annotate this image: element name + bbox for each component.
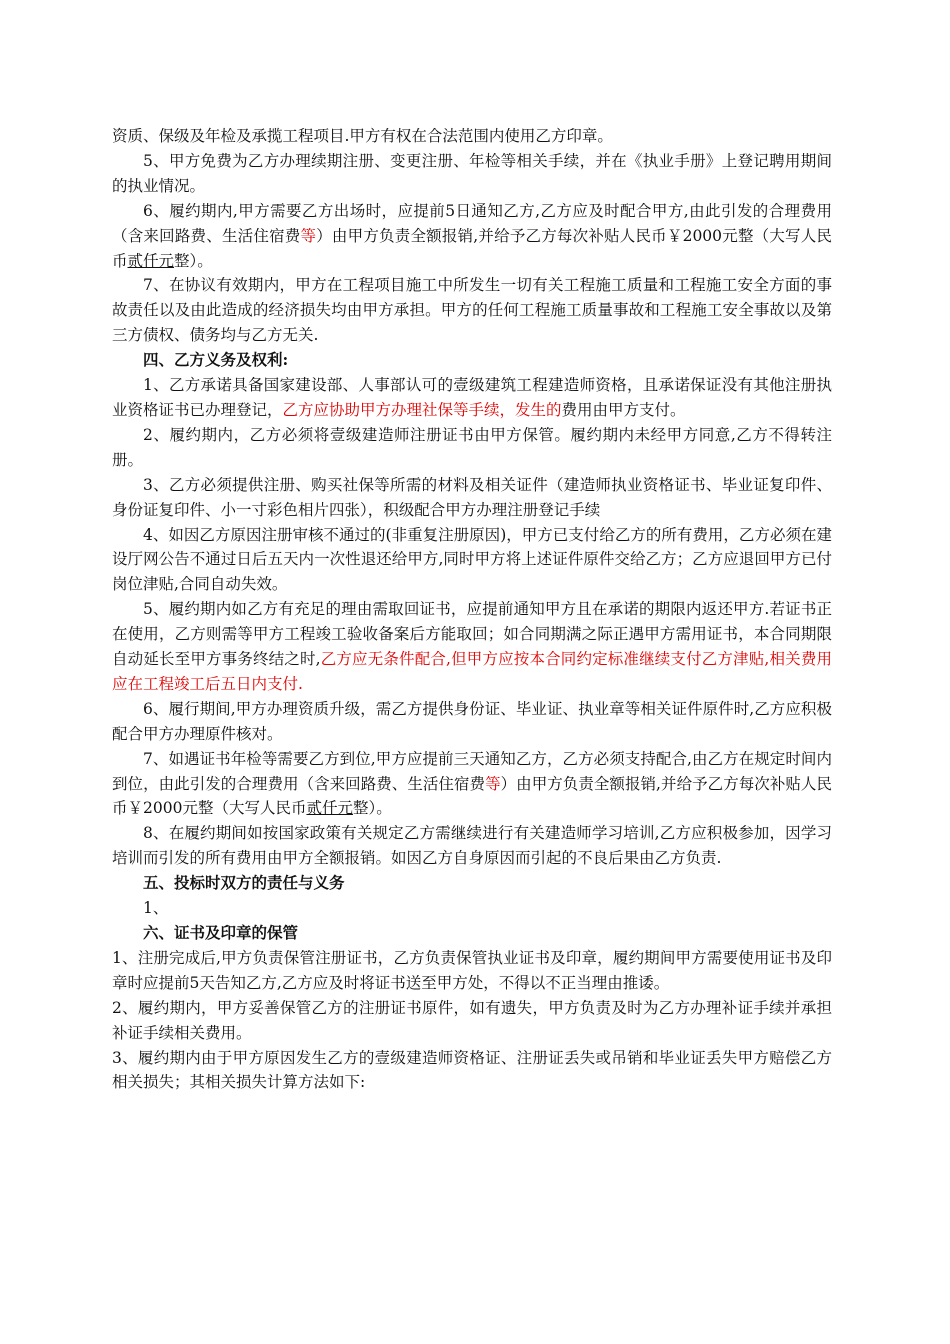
clause-3-7: 7、在协议有效期内，甲方在工程项目施工中所发生一切有关工程施工质量和工程施工安全方面的事故责任以及由此造成的经济损失均由甲方承担。甲方的任何工程施工质量事故和工程施工安全事故以及第三方债权、债务均与乙方无关. bbox=[112, 276, 832, 345]
clause-4-7-text-c: 整）。 bbox=[352, 799, 392, 818]
highlighted-text: 等 bbox=[300, 226, 317, 245]
highlighted-text: 乙方应协助甲方办理社保等手续，发生的 bbox=[282, 400, 562, 419]
section-6-heading: 六、证书及印章的保管 bbox=[143, 923, 299, 942]
clause-5-1: 1、 bbox=[143, 899, 169, 918]
clause-3-6-text-b: ）由甲方负责全额报销,并给予乙方每次补贴人民币￥2000元整（大写人民币 bbox=[112, 226, 832, 270]
clause-4-7-text-b: ）由甲方负责全额报销,并给予乙方每次补贴人民币￥2000元整（大写人民币 bbox=[112, 774, 832, 818]
underlined-amount: 贰仟元 bbox=[306, 799, 353, 818]
clause-6-2: 2、履约期内，甲方妥善保管乙方的注册证书原件，如有遗失，甲方负责及时为乙方办理补证手续并承担补证手续相关费用。 bbox=[112, 998, 832, 1042]
underlined-amount: 贰仟元 bbox=[127, 251, 175, 270]
clause-3-6-text-c: 整）。 bbox=[174, 251, 213, 270]
clause-3-5: 5、甲方免费为乙方办理续期注册、变更注册、年检等相关手续，并在《执业手册》上登记聘用期间的执业情况。 bbox=[112, 151, 832, 195]
clause-3-6-text-a: 6、履约期内,甲方需要乙方出场时，应提前5日通知乙方,乙方应及时配合甲方,由此引发的合理费用（含来回路费、生活住宿费 bbox=[112, 201, 832, 245]
clause-4-7 bbox=[112, 747, 832, 822]
clause-6-1: 1、注册完成后,甲方负责保管注册证书，乙方负责保管执业证书及印章，履约期间甲方需要使用证书及印章时应提前5天告知乙方,乙方应及时将证书送至甲方处，不得以不正当理由推诿。 bbox=[112, 948, 832, 992]
section-4-heading: 四、乙方义务及权利: bbox=[143, 350, 289, 370]
clause-4-5-text-a: 5、履约期内如乙方有充足的理由需取回证书，应提前通知甲方且在承诺的期限内返还甲方.若证书正在使用，乙方则需等甲方工程竣工验收备案后方能取回；如合同期满之际正遇甲方需用证书，本合同期限自动延长至甲方事务终结之时, bbox=[112, 600, 832, 669]
clause-4-2: 2、履约期内，乙方必须将壹级建造师注册证书由甲方保管。履约期内未经甲方同意,乙方不得转注册。 bbox=[112, 425, 832, 469]
clause-4-4: 4、如因乙方原因注册审核不通过的(非重复注册原因)，甲方已支付给乙方的所有费用，乙方必须在建设厅网公告不通过日后五天内一次性退还给甲方,同时甲方将上述证件原件交给乙方；乙方应退回甲方已付岗位津贴,合同自动失效。 bbox=[112, 525, 832, 594]
clause-4-5 bbox=[112, 597, 832, 697]
clause-4-1-text-a: 1、乙方承诺具备国家建设部、人事部认可的壹级建筑工程建造师资格，且承诺保证没有其他注册执业资格证书已办理登记， bbox=[112, 376, 832, 419]
clause-4-8: 8、在履约期间如按国家政策有关规定乙方需继续进行有关建造师学习培训,乙方应积极参加，因学习培训而引发的所有费用由甲方全额报销。如因乙方自身原因而引起的不良后果由乙方负责. bbox=[112, 824, 832, 868]
contract-page bbox=[112, 124, 832, 1095]
clause-4-1-text-b: 费用由甲方支付。 bbox=[561, 400, 686, 419]
paragraph-continuation: 资质、保级及年检及承揽工程项目.甲方有权在合法范围内使用乙方印章。 bbox=[112, 127, 613, 145]
clause-6-3: 3、履约期内由于甲方原因发生乙方的壹级建造师资格证、注册证丢失或吊销和毕业证丢失甲方赔偿乙方相关损失；其相关损失计算方法如下: bbox=[112, 1048, 832, 1092]
clause-4-3: 3、乙方必须提供注册、购买社保等所需的材料及相关证件（建造师执业资格证书、毕业证复印件、身份证复印件、小一寸彩色相片四张），积级配合甲方办理注册登记手续 bbox=[112, 475, 832, 519]
clause-3-6 bbox=[112, 199, 832, 274]
highlighted-text: 等 bbox=[485, 774, 501, 793]
clause-4-1 bbox=[112, 373, 832, 423]
clause-4-7-text-a: 7、如遇证书年检等需要乙方到位,甲方应提前三天通知乙方，乙方必须支持配合,由乙方在规定时间内到位，由此引发的合理费用（含来回路费、生活住宿费 bbox=[112, 749, 832, 793]
highlighted-text: 乙方应无条件配合,但甲方应按本合同约定标准继续支付乙方津贴,相关费用应在工程竣工后五日内支付. bbox=[112, 650, 832, 693]
clause-4-6: 6、履行期间,甲方办理资质升级，需乙方提供身份证、毕业证、执业章等相关证件原件时,乙方应积极配合甲方办理原件核对。 bbox=[112, 699, 832, 743]
section-5-heading: 五、投标时双方的责任与义务 bbox=[143, 873, 345, 893]
